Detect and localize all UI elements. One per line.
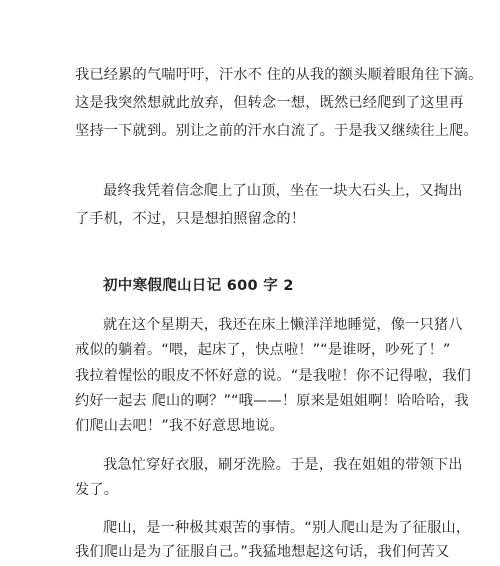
text-line: 我急忙穿好衣服，刷牙洗脸。于是，我在姐姐的带领下出 [103,457,463,473]
text-line: 爬山，是一种极其艰苦的事情。“别人爬山是为了征服山， [103,520,471,536]
text-line: 我拉着惺忪的眼皮不怀好意的说。“是我啦！你不记得啦，我们 [75,368,472,384]
text-line: 就在这个星期天，我还在床上懒洋洋地睡觉，像一只猪八 [103,317,463,333]
section-title: 初中寒假爬山日记 600 字 2 [103,278,294,294]
text-line: 约好一起去 爬山的啊？”“哦——！原来是姐姐啊！哈哈哈，我 [75,393,469,409]
text-line: 了手机，不过，只是想拍照留念的！ [75,211,306,227]
text-line: 我们爬山是为了征服自己。”我猛地想起这句话，我们何苦又 [75,544,450,560]
text-line: 我已经累的气喘吁吁，汗水不 住的从我的额头顺着眼角往下滴。 [75,67,483,83]
text-line: 戒似的躺着。“喂，起床了，快点啦！”“是谁呀，吵死了！” [75,342,451,358]
text-line: 这是我突然想就此放弃，但转念一想，既然已经爬到了这里再 [75,95,464,111]
text-line: 发了。 [75,482,119,498]
text-line: 们爬山去吧！”我不好意思地说。 [75,418,284,434]
text-line: 最终我凭着信念爬上了山顶，坐在一块大石头上，又掏出 [103,183,463,199]
text-line: 坚持一下就到。别让之前的汗水白流了。于是我又继续往上爬。 [75,123,478,139]
